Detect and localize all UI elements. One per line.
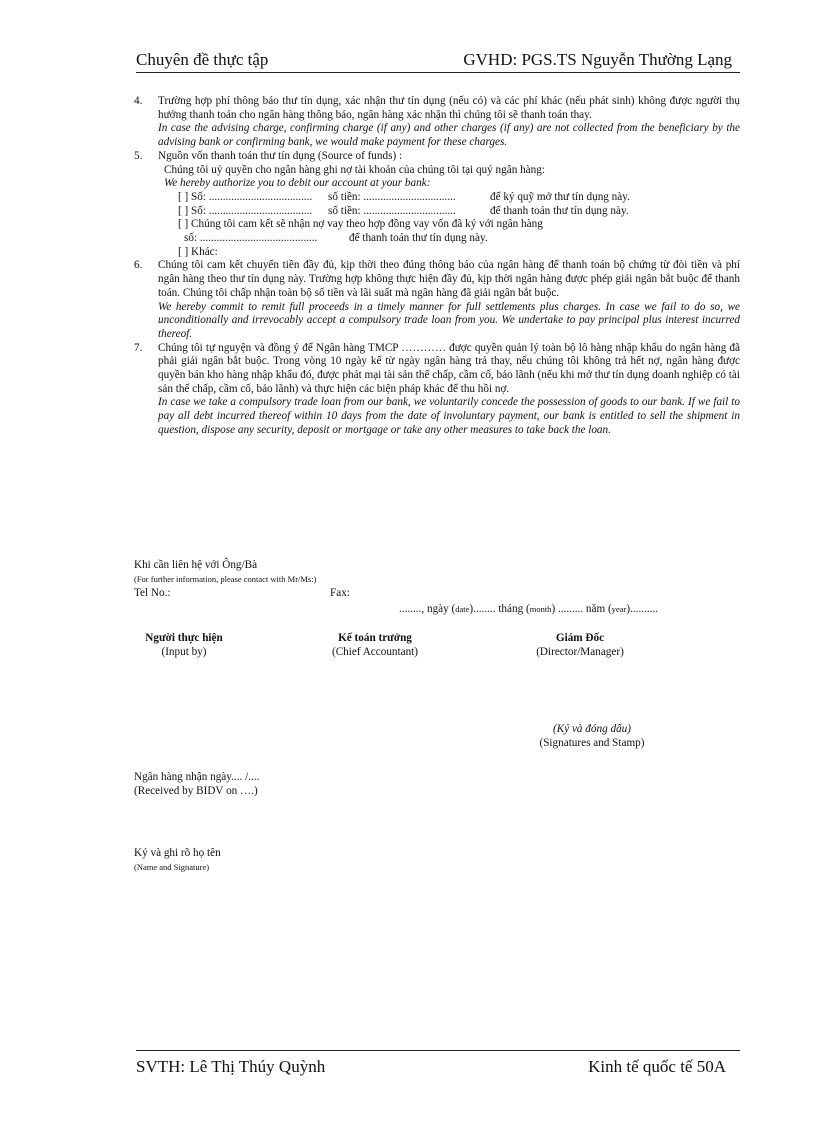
option-amount: số tiền: ................................. bbox=[328, 204, 456, 217]
date-part: ........, ngày ( bbox=[399, 603, 456, 615]
contact-block bbox=[134, 558, 350, 600]
clause-text-en: In case we take a compulsory trade loan from our bank, we voluntarily concede the possession of goods to our bank. If we fail to pay all debt incurred thereof within 10 days from the date of involuntary payment, our bank is entitled to sell the shipment in question, dispose any security, deposit or mortgage or take any other measures to take back the loan. bbox=[158, 396, 740, 436]
footer-right: Kinh tế quốc tế 50A bbox=[588, 1057, 726, 1076]
clause-6 bbox=[134, 259, 740, 341]
signature-subtitle: (Input by) bbox=[161, 646, 207, 658]
fax-field[interactable]: Fax: bbox=[330, 587, 350, 599]
clause-text-en: In case the advising charge, confirming charge (if any) and other charges (if any) are not collected from the beneficiary by the advising bank or confirming bank, we would make payment for these charges. bbox=[158, 122, 740, 149]
date-part: ) ......... năm ( bbox=[551, 603, 612, 615]
clause-text-en: We hereby authorize you to debit our account at your bank: bbox=[164, 177, 431, 190]
option-purpose: để ký quỹ mở thư tín dụng này. bbox=[490, 190, 630, 203]
signature-subtitle: (Director/Manager) bbox=[536, 646, 624, 658]
contact-label: Khi cần liên hệ với Ông/Bà bbox=[134, 559, 258, 571]
header-right: GVHD: PGS.TS Nguyễn Thường Lạng bbox=[463, 50, 732, 69]
year-label: year bbox=[611, 604, 627, 614]
clause-text-vi: Chúng tôi tự nguyện và đồng ý để Ngân hàng TMCP ………… được quyền quản lý toàn bộ lô hàng nhập khẩu do ngân hàng đã phải giải ngân bắt buộc. Trong vòng 10 ngày kể từ ngày ngân hàng trả thay, nếu chúng tôi không trả hết nợ, ngân hàng được quyền bán kho hàng nhập khẩu đó, được phát mại tài sản thế chấp, cầm cố, bảo lãnh (nếu khi mở thư tín dụng doanh nghiệp có tài sản thế chấp, cầm cố, bảo lãnh) và thực hiện các biện pháp khác để thu hồi nợ. bbox=[158, 341, 740, 395]
date-label: date bbox=[455, 604, 470, 614]
option-amount: số tiền: ................................. bbox=[328, 190, 456, 203]
signature-director bbox=[515, 631, 645, 659]
option-checkbox[interactable]: [ ] Chúng tôi cam kết sẽ nhận nợ vay theo hợp đồng vay vốn đã ký với ngân hàng bbox=[178, 218, 543, 231]
received-label-en: (Received by BIDV on ….) bbox=[134, 785, 258, 797]
name-signature-label: Ký và ghi rõ họ tên bbox=[134, 847, 221, 859]
clause-number: 4. bbox=[134, 95, 143, 107]
document-body bbox=[134, 95, 740, 438]
option-purpose: để thanh toán thư tín dụng này. bbox=[349, 232, 488, 245]
option-number: số: .......................................... bbox=[184, 232, 318, 245]
month-label: month bbox=[529, 604, 552, 614]
stamp-label: (Ký và đóng dấu) bbox=[553, 723, 631, 735]
clause-number: 7. bbox=[134, 341, 143, 354]
date-part: ).......... bbox=[626, 603, 659, 615]
date-part: )........ tháng ( bbox=[469, 603, 530, 615]
clause-text-vi: Chúng tôi cam kết chuyển tiền đầy đủ, kịp thời theo đúng thông báo của ngân hàng để thanh toán bộ chứng từ đòi tiền và phí ngân hàng theo thư tín dụng này. Trường hợp không thực hiện đầy đủ, kịp thời ngân hàng được phép giải ngân bắt buộc để thanh toán. Chúng tôi chấp nhận toàn bộ số tiền và lãi suất mà ngân hàng đã giải ngân bắt buộc. bbox=[158, 259, 740, 299]
option-checkbox[interactable]: [ ] Số: ..................................... bbox=[178, 204, 313, 217]
option-purpose: để thanh toán thư tín dụng này. bbox=[490, 204, 629, 217]
clause-text-vi: Chúng tôi uỷ quyền cho ngân hàng ghi nợ tài khoản của chúng tôi tại quý ngân hàng: bbox=[164, 163, 545, 176]
signature-stamp bbox=[518, 722, 666, 750]
signature-subtitle: (Chief Accountant) bbox=[331, 646, 419, 658]
page-footer bbox=[136, 1050, 740, 1079]
option-checkbox[interactable]: [ ] Số: ..................................... bbox=[178, 190, 313, 203]
clause-text-en: We hereby commit to remit full proceeds in a timely manner for full settlements plus charges. In case we fail to do so, we unconditionally and irrevocably accept a compulsory trade loan from you. We undertake to pay principal plus interest incurred thereof. bbox=[158, 300, 740, 340]
header-left: Chuyên đề thực tập bbox=[136, 50, 269, 69]
received-label: Ngân hàng nhận ngày.... /.... bbox=[134, 771, 260, 783]
option-row bbox=[184, 232, 740, 246]
signature-title: Giám Đốc bbox=[555, 632, 605, 644]
clause-number: 5. bbox=[134, 149, 143, 162]
page-header bbox=[136, 46, 740, 73]
clause-title: Nguồn vốn thanh toán thư tín dụng (Source of funds) : bbox=[158, 149, 403, 162]
option-row bbox=[178, 218, 740, 232]
option-checkbox[interactable]: [ ] Khác: bbox=[178, 245, 218, 258]
stamp-label-en: (Signatures and Stamp) bbox=[539, 737, 645, 749]
clause-text-vi: Trường hợp phí thông báo thư tín dụng, xác nhận thư tín dụng (nếu có) và các phí khác (nếu phát sinh) không được người thụ hưởng thanh toán cho ngân hàng thông báo, ngân hàng xác nhận thì chúng tôi sẽ thanh toán thay. bbox=[158, 95, 740, 121]
option-row bbox=[178, 246, 740, 260]
clause-7 bbox=[134, 342, 740, 438]
contact-label-en: (For further information, please contact with Mr/Ms:) bbox=[134, 574, 317, 584]
received-block bbox=[134, 770, 259, 798]
name-signature-block bbox=[134, 846, 221, 874]
contact-fields bbox=[134, 586, 350, 600]
clause-5 bbox=[134, 150, 740, 260]
signature-chief-accountant bbox=[305, 631, 445, 659]
footer-left: SVTH: Lê Thị Thúy Quỳnh bbox=[136, 1057, 326, 1076]
signature-title: Người thực hiện bbox=[145, 632, 223, 644]
option-row bbox=[178, 191, 740, 205]
clause-number: 6. bbox=[134, 259, 143, 272]
option-row bbox=[178, 205, 740, 219]
date-line bbox=[399, 602, 658, 616]
name-signature-label-en: (Name and Signature) bbox=[134, 862, 210, 872]
clause-4 bbox=[134, 95, 740, 150]
signature-input-by bbox=[134, 631, 234, 659]
tel-field[interactable]: Tel No.: bbox=[134, 587, 171, 599]
signature-title: Kế toán trưởng bbox=[338, 632, 412, 644]
